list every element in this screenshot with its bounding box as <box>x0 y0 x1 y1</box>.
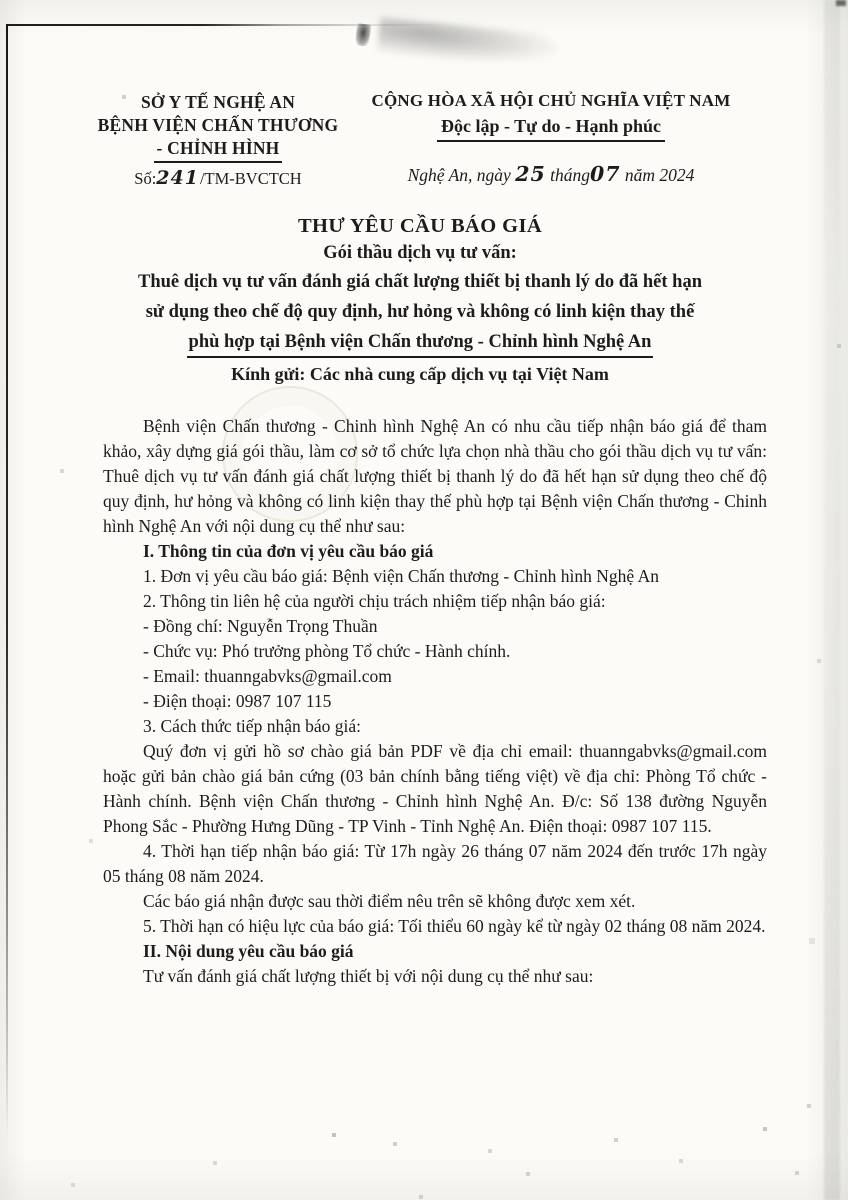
org-name-line1: BỆNH VIỆN CHẤN THƯƠNG <box>97 115 339 135</box>
reception-method-paragraph: Quý đơn vị gửi hồ sơ chào giá bản PDF về địa chỉ email: thuanngabvks@gmail.com hoặc gửi bản chào giá bản cứng (03 bản chính bằng tiếng việt) về địa chỉ: Phòng Tổ chức - Hành chính. Bệnh viện Chấn thương - Chỉnh hình Nghệ An. Đ/c: Số 138 đường Nguyễn Phong Sắc - Phường Hưng Dũng - TP Vinh - Tỉnh Nghệ An. Điện thoại: 0987 107 115. <box>103 741 767 836</box>
document-body <box>103 414 767 989</box>
scan-smudge-artifact <box>377 17 560 72</box>
dateline-suffix: năm 2024 <box>624 165 695 185</box>
contact-email-line: - Email: thuanngabvks@gmail.com <box>143 666 392 686</box>
section1-heading: I. Thông tin của đơn vị yêu cầu báo giá <box>143 541 434 561</box>
scan-corner-mark-artifact <box>836 0 846 6</box>
late-quote-note: Các báo giá nhận được sau thời điểm nêu trên sẽ không được xem xét. <box>143 891 636 911</box>
reception-deadline-line: 4. Thời hạn tiếp nhận báo giá: Từ 17h ngày 26 tháng 07 năm 2024 đến trước 17h ngày 05 tháng 08 năm 2024. <box>103 841 767 886</box>
scan-ink-blot-artifact <box>355 23 372 47</box>
agency-name: SỞ Y TẾ NGHỆ AN <box>140 92 296 112</box>
contact-title-line: - Chức vụ: Phó trưởng phòng Tổ chức - Hành chính. <box>143 641 511 661</box>
reception-method-heading: 3. Cách thức tiếp nhận báo giá: <box>143 716 361 736</box>
package-name-line2: sử dụng theo chế độ quy định, hư hỏng và không có linh kiện thay thế <box>145 302 695 322</box>
national-motto: Độc lập - Tự do - Hạnh phúc <box>360 114 742 142</box>
scan-right-shadow-artifact <box>824 0 840 1200</box>
dateline <box>360 162 742 186</box>
national-title: CỘNG HÒA XÃ HỘI CHỦ NGHĨA VIỆT NAM <box>371 91 731 110</box>
section2-intro-line: Tư vấn đánh giá chất lượng thiết bị với nội dung cụ thể như sau: <box>143 966 594 986</box>
contact-name-line: - Đồng chí: Nguyễn Trọng Thuần <box>143 616 378 636</box>
requesting-unit-line: 1. Đơn vị yêu cầu báo giá: Bệnh viện Chấn thương - Chỉnh hình Nghệ An <box>143 566 659 586</box>
contact-phone-line: - Điện thoại: 0987 107 115 <box>143 691 332 711</box>
document-number-prefix: Số: <box>134 169 157 188</box>
section2-heading: II. Nội dung yêu cầu báo giá <box>143 941 354 961</box>
intro-paragraph: Bệnh viện Chấn thương - Chinh hình Nghệ An có nhu cầu tiếp nhận báo giá để tham khảo, xây dựng giá gói thầu, làm cơ sở tổ chức lựa chọn nhà thầu cho gói thầu dịch vụ tư vấn: Thuê dịch vụ tư vấn đánh giá chất lượng thiết bị thanh lý do đã hết hạn sử dụng theo chế độ quy định, hư hỏng và không có linh kiện thay thế phù hợp tại Bệnh viện Chấn thương - Chinh hình Nghệ An với nội dung cụ thể như sau: <box>103 416 767 536</box>
document-title: THƯ YÊU CẦU BÁO GIÁ <box>297 215 543 237</box>
package-name-line3: phù hợp tại Bệnh viện Chấn thương - Chỉnh hình Nghệ An <box>90 327 750 358</box>
dateline-prefix: Nghệ An, ngày <box>407 165 511 185</box>
contact-info-heading: 2. Thông tin liên hệ của người chịu trách nhiệm tiếp nhận báo giá: <box>143 591 606 611</box>
dateline-thang: tháng <box>550 165 590 185</box>
validity-period-line: 5. Thời hạn có hiệu lực của báo giá: Tối thiểu 60 ngày kể từ ngày 02 tháng 08 năm 2024. <box>143 916 766 936</box>
document-title-block <box>90 213 750 358</box>
package-type-subtitle: Gói thầu dịch vụ tư vấn: <box>323 243 517 263</box>
handwritten-document-number: 241 <box>156 167 199 189</box>
scan-noise-speckles <box>0 0 2 2</box>
national-header-block <box>360 90 742 186</box>
salutation-line: Kính gửi: Các nhà cung cấp dịch vụ tại Việt Nam <box>231 364 609 384</box>
handwritten-month: 07 <box>589 162 621 186</box>
package-name-line1: Thuê dịch vụ tư vấn đánh giá chất lượng thiết bị thanh lý do đã hết hạn <box>138 272 702 292</box>
scan-left-border-artifact <box>6 24 8 1139</box>
document-number <box>84 167 352 190</box>
document-number-suffix: /TM-BVCTCH <box>199 169 302 188</box>
org-name-line2: - CHỈNH HÌNH <box>84 137 352 163</box>
handwritten-day: 25 <box>515 162 546 186</box>
issuing-org-block <box>84 91 352 190</box>
